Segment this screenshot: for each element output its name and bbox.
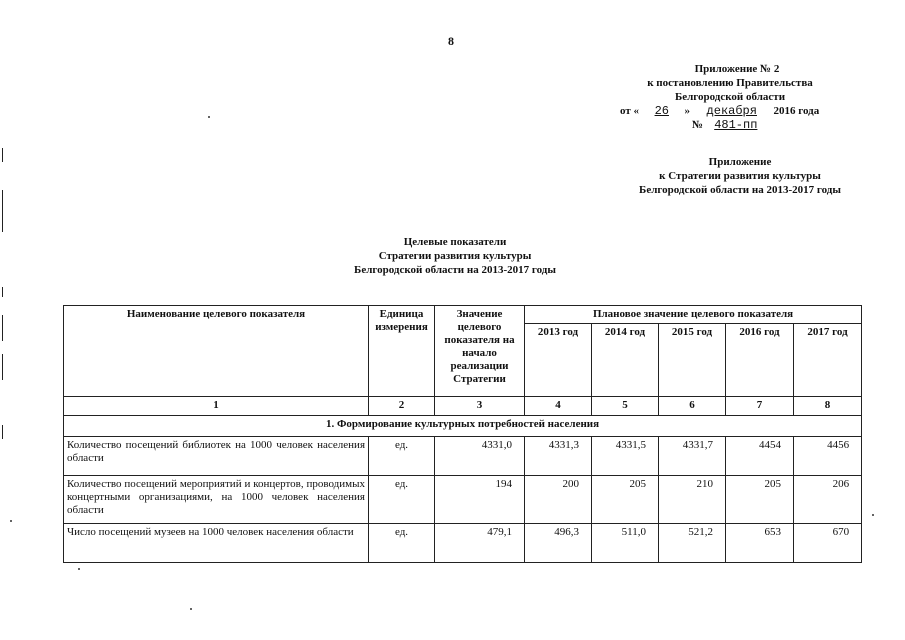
indicator-value-2014: 205 (592, 476, 659, 524)
appendix-2-line2: Белгородской области (674, 91, 786, 103)
indicator-unit: ед. (369, 476, 435, 524)
indicator-initial-value: 479,1 (435, 524, 525, 563)
indicator-value-2013: 496,3 (525, 524, 592, 563)
indicator-initial-value: 4331,0 (435, 437, 525, 476)
header-year-2016: 2016 год (726, 324, 794, 397)
indicator-name: Число посещений музеев на 1000 человек населения области (64, 524, 369, 563)
header-year-2014: 2014 год (592, 324, 659, 397)
indicator-name: Количество посещений библиотек на 1000 человек населения области (64, 437, 369, 476)
margin-mark (2, 287, 3, 297)
indicator-value-2016: 653 (726, 524, 794, 563)
header-year-2013: 2013 год (525, 324, 592, 397)
appendix-2-title: Приложение № 2 (694, 63, 780, 75)
scan-speck (78, 568, 80, 570)
header-unit: Единица измерения (369, 306, 435, 397)
indicator-value-2013: 4331,3 (525, 437, 592, 476)
indicator-value-2017: 206 (794, 476, 862, 524)
header-year-2017: 2017 год (794, 324, 862, 397)
indicator-value-2015: 210 (659, 476, 726, 524)
table-row (64, 476, 862, 524)
page-number: 8 (448, 34, 454, 48)
appendix-2-block (590, 62, 870, 132)
header-year-2015: 2015 год (659, 324, 726, 397)
appendix-2-date (590, 104, 870, 118)
section-title: 1. Формирование культурных потребностей населения (64, 416, 862, 437)
indicators-table (63, 305, 862, 563)
column-number: 1 (64, 397, 369, 416)
appendix-strategy-line1: к Стратегии развития культуры (659, 170, 821, 182)
scan-speck (190, 608, 192, 610)
table-row (64, 437, 862, 476)
column-number: 2 (369, 397, 435, 416)
appendix-strategy-title: Приложение (708, 156, 772, 168)
document-title-line1: Целевые показатели (403, 236, 507, 248)
scan-speck (10, 520, 12, 522)
margin-mark (2, 148, 3, 162)
header-plan: Плановое значение целевого показателя (525, 306, 862, 324)
indicator-value-2014: 511,0 (592, 524, 659, 563)
appendix-2-line1: к постановлению Правительства (647, 77, 813, 89)
appendix-strategy-block (600, 155, 880, 197)
column-number: 5 (592, 397, 659, 416)
indicator-value-2017: 4456 (794, 437, 862, 476)
indicator-value-2015: 521,2 (659, 524, 726, 563)
appendix-2-number (590, 118, 870, 132)
scan-speck (872, 514, 874, 516)
indicator-unit: ед. (369, 524, 435, 563)
appendix-strategy-line2: Белгородской области на 2013-2017 годы (639, 184, 841, 196)
indicator-value-2016: 205 (726, 476, 794, 524)
indicator-value-2015: 4331,7 (659, 437, 726, 476)
margin-mark (2, 425, 3, 439)
indicator-value-2013: 200 (525, 476, 592, 524)
column-number: 8 (794, 397, 862, 416)
margin-mark (2, 354, 3, 380)
column-number: 6 (659, 397, 726, 416)
scan-speck (208, 116, 210, 118)
date-mid: » (684, 105, 691, 117)
indicator-value-2014: 4331,5 (592, 437, 659, 476)
column-number: 3 (435, 397, 525, 416)
date-prefix: от « (620, 105, 640, 117)
document-title-line2: Стратегии развития культуры (378, 250, 532, 262)
date-month: декабря (706, 104, 757, 118)
indicator-value-2017: 670 (794, 524, 862, 563)
number-value: 481-пп (714, 118, 758, 132)
section-row (64, 416, 862, 437)
table-row (64, 524, 862, 563)
indicator-value-2016: 4454 (726, 437, 794, 476)
document-title-line3: Белгородской области на 2013-2017 годы (354, 264, 556, 276)
header-name: Наименование целевого показателя (64, 306, 369, 397)
indicator-unit: ед. (369, 437, 435, 476)
column-number-row (64, 397, 862, 416)
document-title (300, 235, 610, 277)
date-year: 2016 года (773, 105, 820, 117)
number-prefix: № (692, 119, 704, 131)
indicator-name: Количество посещений мероприятий и концертов, проводимых концертными организациями, на 1000 человек населения области (64, 476, 369, 524)
date-day: 26 (654, 104, 669, 118)
column-number: 7 (726, 397, 794, 416)
margin-mark (2, 190, 3, 232)
margin-mark (2, 315, 3, 341)
indicator-initial-value: 194 (435, 476, 525, 524)
column-number: 4 (525, 397, 592, 416)
header-initial: Значение целевого показателя на начало реализации Стратегии (435, 306, 525, 397)
